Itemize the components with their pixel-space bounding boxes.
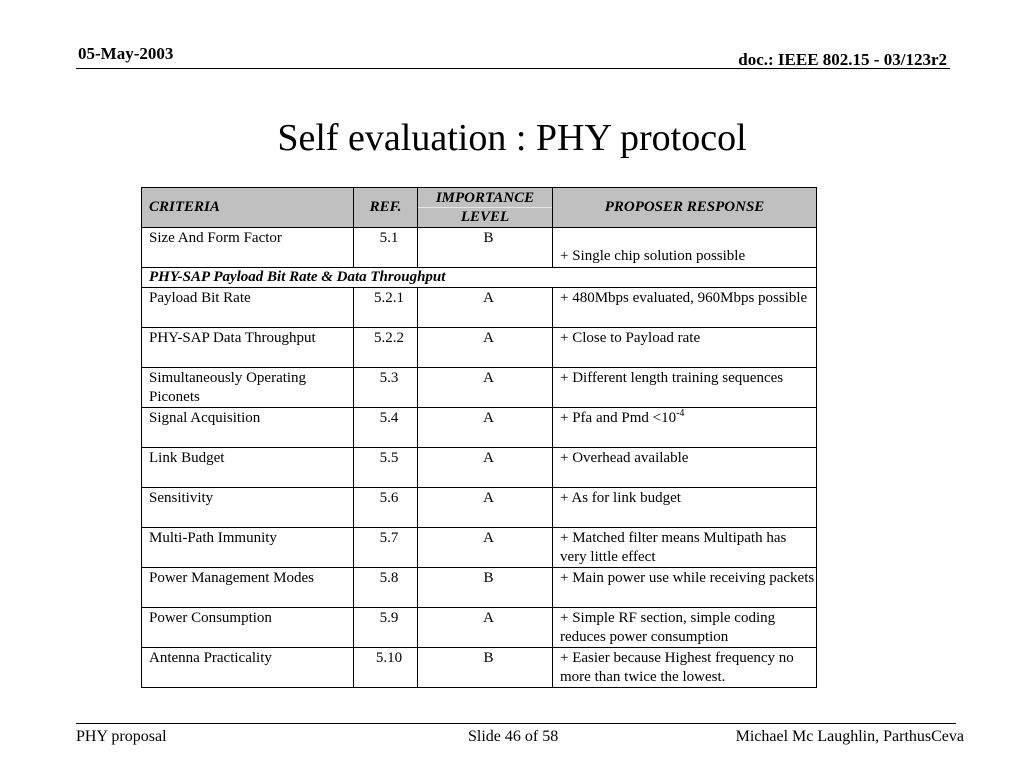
level-cell: B <box>418 568 553 608</box>
header-criteria: CRITERIA <box>142 188 354 228</box>
table-row <box>142 328 817 368</box>
response-cell: + Simple RF section, simple coding reduces power consumption <box>553 608 817 648</box>
section-heading-row <box>142 268 817 288</box>
header-ref: REF. <box>354 188 418 228</box>
table-row <box>142 288 817 328</box>
header-doc-id: doc.: IEEE 802.15 - 03/123r2 <box>738 50 947 69</box>
level-cell: A <box>418 528 553 568</box>
level-cell: A <box>418 448 553 488</box>
response-cell: + Easier because Highest frequency no more than twice the lowest. <box>553 648 817 688</box>
table-row <box>142 648 817 688</box>
level-cell: A <box>418 608 553 648</box>
table-header-row <box>142 188 817 228</box>
ref-cell: 5.10 <box>354 648 418 688</box>
response-cell: + Pfa and Pmd $<10^{-4}$ <box>553 408 817 448</box>
criteria-cell: Sensitivity <box>142 488 354 528</box>
header-importance-level <box>418 188 553 228</box>
level-cell: B <box>418 228 553 268</box>
table-row <box>142 568 817 608</box>
table-row <box>142 228 817 268</box>
level-cell: A <box>418 368 553 408</box>
level-cell: A <box>418 328 553 368</box>
level-cell: A <box>418 288 553 328</box>
table-row <box>142 608 817 648</box>
level-cell: A <box>418 488 553 528</box>
ref-cell: 5.7 <box>354 528 418 568</box>
ref-cell: 5.3 <box>354 368 418 408</box>
header-divider <box>76 68 950 69</box>
criteria-cell: Signal Acquisition <box>142 408 354 448</box>
ref-cell: 5.8 <box>354 568 418 608</box>
criteria-cell: PHY-SAP Data Throughput <box>142 328 354 368</box>
ref-cell: 5.5 <box>354 448 418 488</box>
level-cell: B <box>418 648 553 688</box>
criteria-cell: Link Budget <box>142 448 354 488</box>
table-row <box>142 408 817 448</box>
response-text: + Single chip solution possible <box>560 248 746 264</box>
ref-cell: 5.2.2 <box>354 328 418 368</box>
response-cell: + 480Mbps evaluated, 960Mbps possible <box>553 288 817 328</box>
footer-divider <box>76 723 956 724</box>
criteria-cell: Payload Bit Rate <box>142 288 354 328</box>
ref-cell: 5.6 <box>354 488 418 528</box>
header-proposer-response: PROPOSER RESPONSE <box>553 188 817 228</box>
response-cell: + Overhead available <box>553 448 817 488</box>
table-row <box>142 488 817 528</box>
ref-cell: 5.1 <box>354 228 418 268</box>
response-cell: + Different length training sequences <box>553 368 817 408</box>
header-importance: IMPORTANCE <box>435 190 535 206</box>
level-cell: A <box>418 408 553 448</box>
exponent-superscript: -4 <box>676 408 685 419</box>
criteria-cell: Power Management Modes <box>142 568 354 608</box>
ref-cell: 5.4 <box>354 408 418 448</box>
evaluation-table <box>141 187 817 688</box>
response-cell: + Close to Payload rate <box>553 328 817 368</box>
slide-number: Slide 46 of 58 <box>468 728 559 745</box>
criteria-cell: Antenna Practicality <box>142 648 354 688</box>
slide-title: Self evaluation : PHY protocol <box>277 117 747 159</box>
header-level: LEVEL <box>418 207 552 226</box>
section-heading: PHY-SAP Payload Bit Rate & Data Throughput <box>142 268 817 288</box>
table-row <box>142 368 817 408</box>
response-cell: + Main power use while receiving packets <box>553 568 817 608</box>
response-cell: + As for link budget <box>553 488 817 528</box>
table-row <box>142 528 817 568</box>
ref-cell: 5.2.1 <box>354 288 418 328</box>
response-cell <box>553 228 817 268</box>
footer-author: Michael Mc Laughlin, ParthusCeva <box>735 728 964 745</box>
footer-left: PHY proposal <box>76 728 167 745</box>
header-date: 05-May-2003 <box>78 44 174 63</box>
criteria-cell: Simultaneously Operating Piconets <box>142 368 354 408</box>
response-cell: + Matched filter means Multipath has very little effect <box>553 528 817 568</box>
criteria-cell: Multi-Path Immunity <box>142 528 354 568</box>
criteria-cell: Size And Form Factor <box>142 228 354 268</box>
criteria-cell: Power Consumption <box>142 608 354 648</box>
ref-cell: 5.9 <box>354 608 418 648</box>
table-row <box>142 448 817 488</box>
